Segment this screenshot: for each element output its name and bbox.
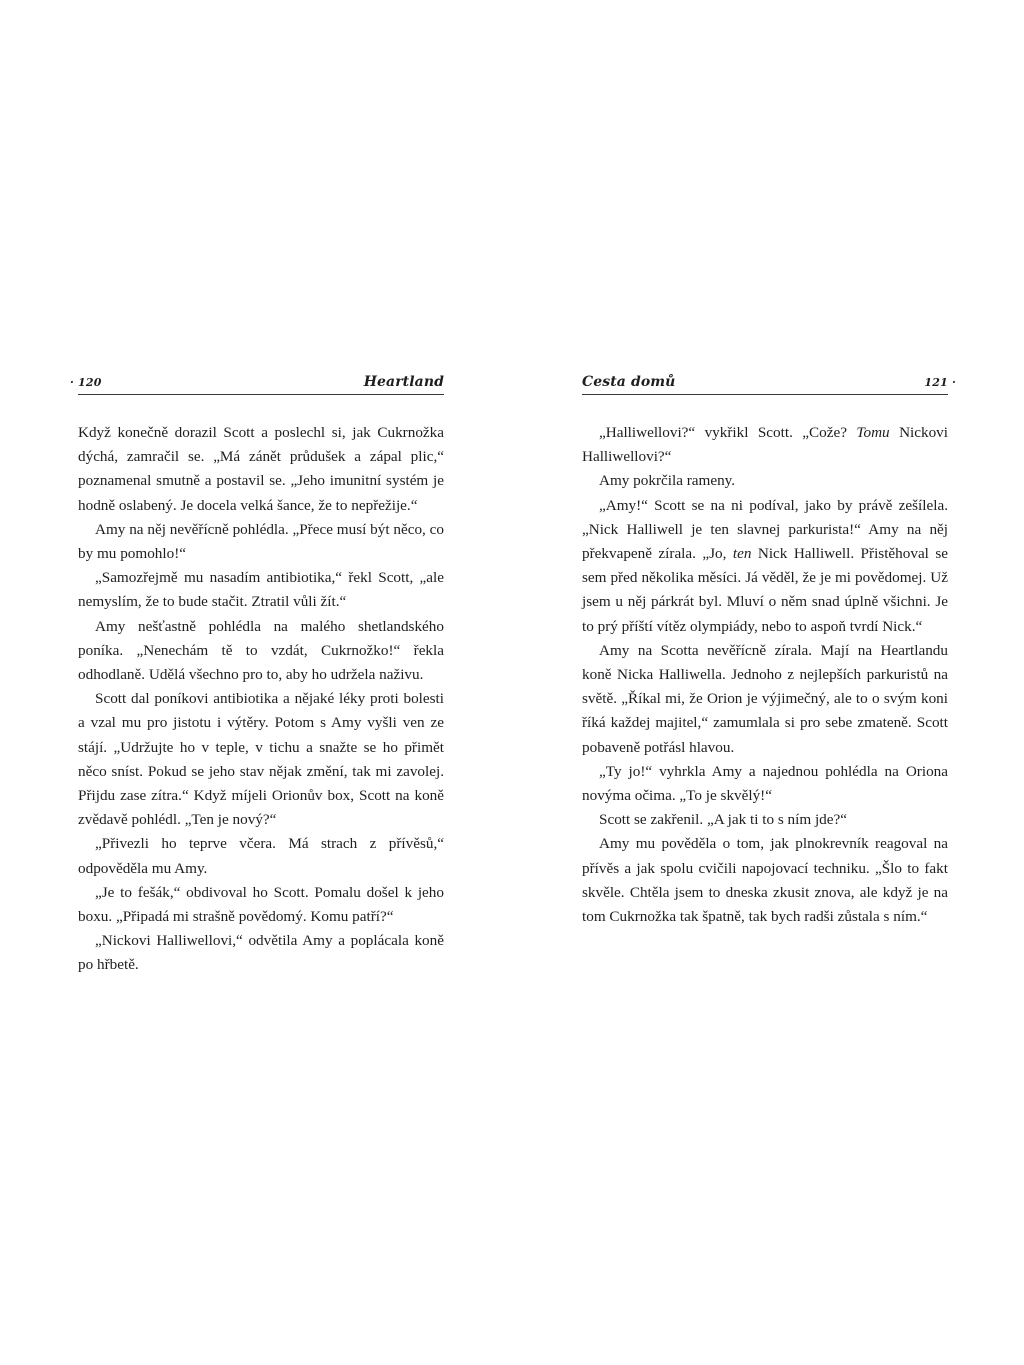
paragraph: Amy pokrčila rameny. [599,472,736,490]
paragraph: Amy nešťastně pohlédla na malého shetlandského poníka. „Nenechám tě to vzdát, Cukrnožko!“ řekla odhodlaně. Udělá všechno pro to, aby ho udržela naživu. [78,617,444,684]
left-running-head [70,372,444,395]
paragraph: Amy na Scotta nevěřícně zírala. Mají na Heartlandu koně Nicka Halliwella. Jednoho z nejlepších parkuristů na světě. „Říkal mi, že Orion je výjimečný, ale to o svým koni říká každej majitel,“ zamumlala si pro sebe zmateně. Scott pobaveně potřásl hlavou. [582,641,948,756]
page-number: 121 · [924,376,956,389]
page-number: · 120 [70,376,102,389]
paragraph: „Ty jo!“ vyhrkla Amy a najednou pohlédla na Oriona novýma očima. „To je skvělý!“ [582,762,948,805]
paragraph: Amy mu pověděla o tom, jak plnokrevník reagoval na přívěs a jak spolu cvičili napojovací techniku. „Šlo to fakt skvěle. Chtěla jsem to dneska zkusit znova, ale když je na tom Cukrnožka tak špatně, tak bych radši zůstala s ním.“ [582,835,948,926]
paragraph: „Nickovi Halliwellovi,“ odvětila Amy a poplácala koně po hřbetě. [78,932,444,974]
paragraph: „Samozřejmě mu nasadím antibiotika,“ řekl Scott, „ale nemyslím, že to bude stačit. Ztratil vůli žít.“ [78,569,444,611]
emphasis: ten [732,545,752,563]
paragraph [582,421,948,469]
right-page [582,372,956,929]
paragraph: „Je to fešák,“ obdivoval ho Scott. Pomalu došel k jeho boxu. „Připadá mi strašně povědomý. Komu patří?“ [78,883,444,926]
paragraph [582,494,948,639]
paragraph: Scott se zakřenil. „A jak ti to s ním jde?“ [599,811,847,829]
emphasis: Tomu [856,424,890,441]
left-page [70,372,444,978]
right-running-head [582,372,956,395]
paragraph: Scott dal poníkovi antibiotika a nějaké léky proti bolesti a vzal mu pro jistotu i výtěry. Potom s Amy vyšli ven ze stájí. „Udržujte ho v teple, v tichu a snažte se ho přimět něco sníst. Pokud se jeho stav nějak změní, tak mi zavolej. Přijdu zase zítra.“ Když míjeli Orionův box, Scott na koně zvědavě pohlédl. „Ten je nový?“ [78,690,444,829]
paragraph: „Přivezli ho teprve včera. Má strach z přívěsů,“ odpověděla mu Amy. [78,835,444,877]
paragraph: Amy na něj nevěřícně pohlédla. „Přece musí být něco, co by mu pomohlo!“ [78,520,444,563]
left-body-text [78,421,444,978]
book-title: Heartland [363,374,444,390]
paragraph: Když konečně dorazil Scott a poslechl si, jak Cukrnožka dýchá, zamračil se. „Má zánět průdušek a zápal plic,“ poznamenal smutně a postavil se. „Jeho imunitní systém je hodně oslabený. Je docela velká šance, že to nepřežije.“ [78,424,444,514]
text-run: Nickovi Halliwellovi?“ [582,424,948,466]
text-run: Nick Halliwell. Přistěhoval se sem před několika měsíci. Já věděl, že je mi povědomej. Už jsem u něj párkrát byl. Mluví o něm snad úplně všichni. Je to prý příští vítěz olympiády, nebo to aspoň tvrdí Nick.“ [582,545,948,635]
chapter-title: Cesta domů [582,374,676,390]
text-run: „Amy!“ Scott se na ni podíval, jako by právě zešílela. „Nick Halliwell je ten slavnej parkurista!“ Amy na něj překvapeně zírala. „Jo, [582,496,948,563]
right-body-text [582,421,948,929]
text-run: „Halliwellovi?“ vykřikl Scott. „Cože? [599,424,857,441]
